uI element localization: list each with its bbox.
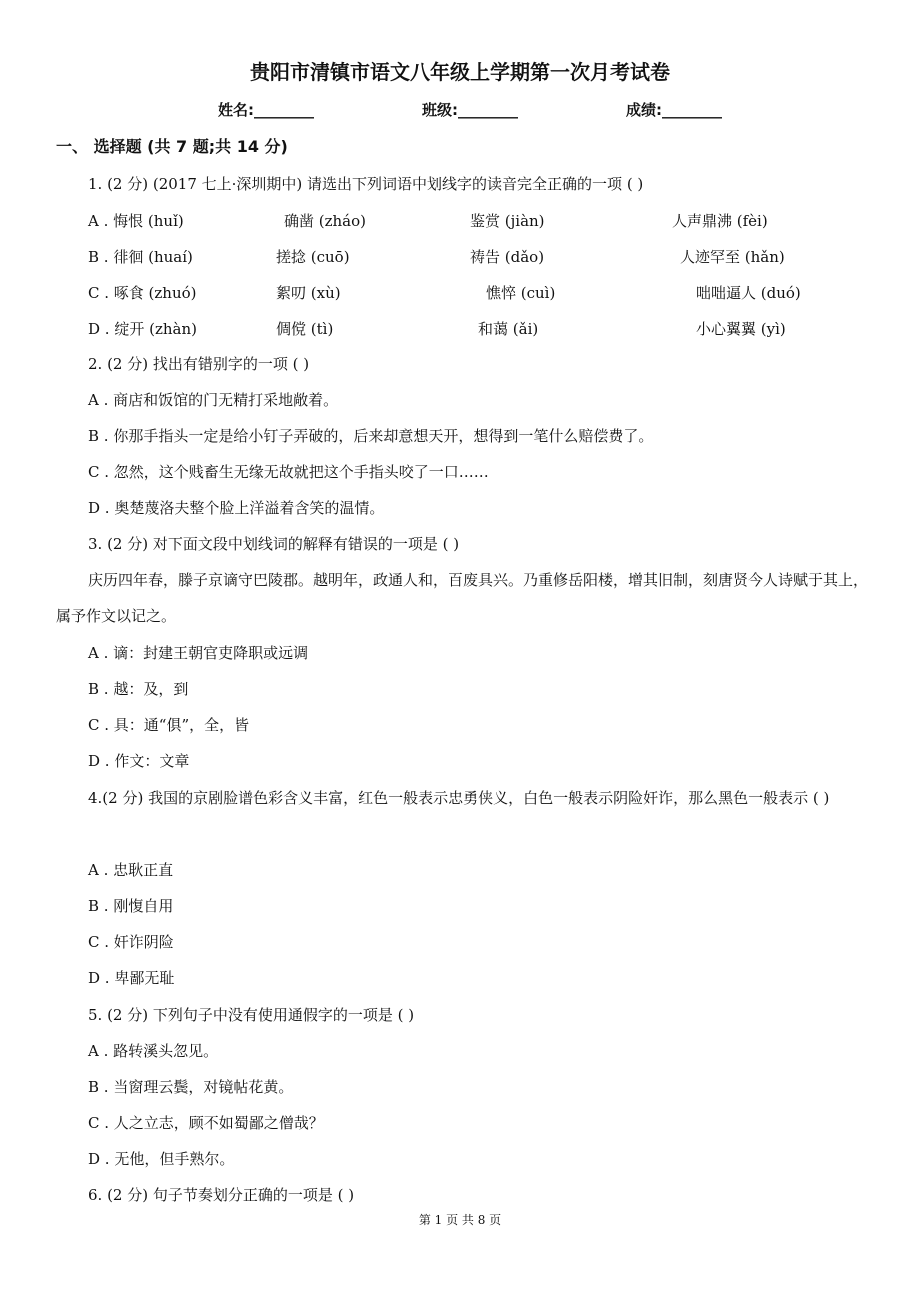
q1-option-c-2: 絮叨 (xù)	[276, 284, 341, 302]
question-6-stem: 6. (2 分) 句子节奏划分正确的一项是 ( )	[88, 1186, 355, 1204]
q2-option-c: C . 忽然，这个贱畜生无缘无故就把这个手指头咬了一口……	[88, 463, 489, 481]
q1-option-d-3: 和蔼 (ǎi)	[478, 320, 539, 338]
q2-option-a: A . 商店和饭馆的门无精打采地敞着。	[88, 391, 339, 409]
exam-title: 贵阳市清镇市语文八年级上学期第一次月考试卷	[250, 60, 670, 84]
page-footer: 第 1 页 共 8 页	[418, 1213, 502, 1227]
q1-option-b-3: 祷告 (dǎo)	[470, 248, 545, 266]
q4-option-c: C . 奸诈阴险	[88, 933, 174, 951]
q1-option-c-3: 憔悴 (cuì)	[486, 284, 556, 302]
q3-option-b: B . 越：及，到	[88, 680, 189, 698]
q3-option-d: D . 作文：文章	[88, 752, 190, 770]
q1-option-b-4: 人迹罕至 (hǎn)	[680, 248, 785, 266]
q4-option-b: B . 刚愎自用	[88, 897, 174, 915]
name-field: 姓名:________	[218, 101, 314, 119]
q4-option-a: A . 忠耿正直	[88, 861, 174, 879]
question-4-stem: 4.(2 分) 我国的京剧脸谱色彩含义丰富，红色一般表示忠勇侠义，白色一般表示阴险奸诈，那么黑色一般表示 ( )	[88, 789, 830, 807]
score-field: 成绩:________	[626, 101, 722, 119]
q3-passage: 庆历四年春，滕子京谪守巴陵郡。越明年，政通人和，百废具兴。乃重修岳阳楼，增其旧制，刻唐贤今人诗赋于其上，属予作文以记之。	[56, 571, 869, 625]
q1-option-a-4: 人声鼎沸 (fèi)	[672, 212, 768, 230]
q1-option-d-2: 倜傥 (tì)	[276, 320, 334, 338]
q1-option-d-4: 小心翼翼 (yì)	[696, 320, 786, 338]
question-2-stem: 2. (2 分) 找出有错别字的一项 ( )	[88, 355, 310, 373]
q5-option-b: B . 当窗理云鬓，对镜帖花黄。	[88, 1078, 294, 1096]
q3-option-a: A . 谪：封建王朝官吏降职或远调	[88, 644, 309, 662]
q1-option-b-1: B . 徘徊 (huaí)	[88, 248, 193, 266]
q1-option-a-2: 确凿 (zháo)	[284, 212, 367, 230]
q2-option-d: D . 奥楚蔑洛夫整个脸上洋溢着含笑的温情。	[88, 499, 385, 517]
q5-option-c: C . 人之立志，顾不如蜀鄙之僧哉？	[88, 1114, 324, 1132]
question-1-stem: 1. (2 分) (2017 七上·深圳期中) 请选出下列词语中划线字的读音完全正确的一项 ( )	[88, 175, 644, 193]
q5-option-d: D . 无他，但手熟尔。	[88, 1150, 235, 1168]
q1-option-a-1: A . 悔恨 (huǐ)	[88, 212, 184, 230]
q4-option-d: D . 卑鄙无耻	[88, 969, 175, 987]
q1-option-c-1: C . 啄食 (zhuó)	[88, 284, 197, 302]
question-3-stem: 3. (2 分) 对下面文段中划线词的解释有错误的一项是 ( )	[88, 535, 460, 553]
section-heading: 一、 选择题 (共 7 题;共 14 分)	[56, 137, 288, 156]
q1-option-c-4: 咄咄逼人 (duó)	[696, 284, 801, 302]
q2-option-b: B . 你那手指头一定是给小钉子弄破的，后来却意想天开，想得到一笔什么赔偿费了。	[88, 427, 654, 445]
question-5-stem: 5. (2 分) 下列句子中没有使用通假字的一项是 ( )	[88, 1006, 415, 1024]
class-field: 班级:________	[422, 101, 518, 119]
q1-option-b-2: 搓捻 (cuō)	[276, 248, 350, 266]
q5-option-a: A . 路转溪头忽见。	[88, 1042, 219, 1060]
q1-option-a-3: 鉴赏 (jiàn)	[470, 212, 545, 230]
q3-option-c: C . 具：通“俱”，全，皆	[88, 716, 250, 734]
q1-option-d-1: D . 绽开 (zhàn)	[88, 320, 197, 338]
